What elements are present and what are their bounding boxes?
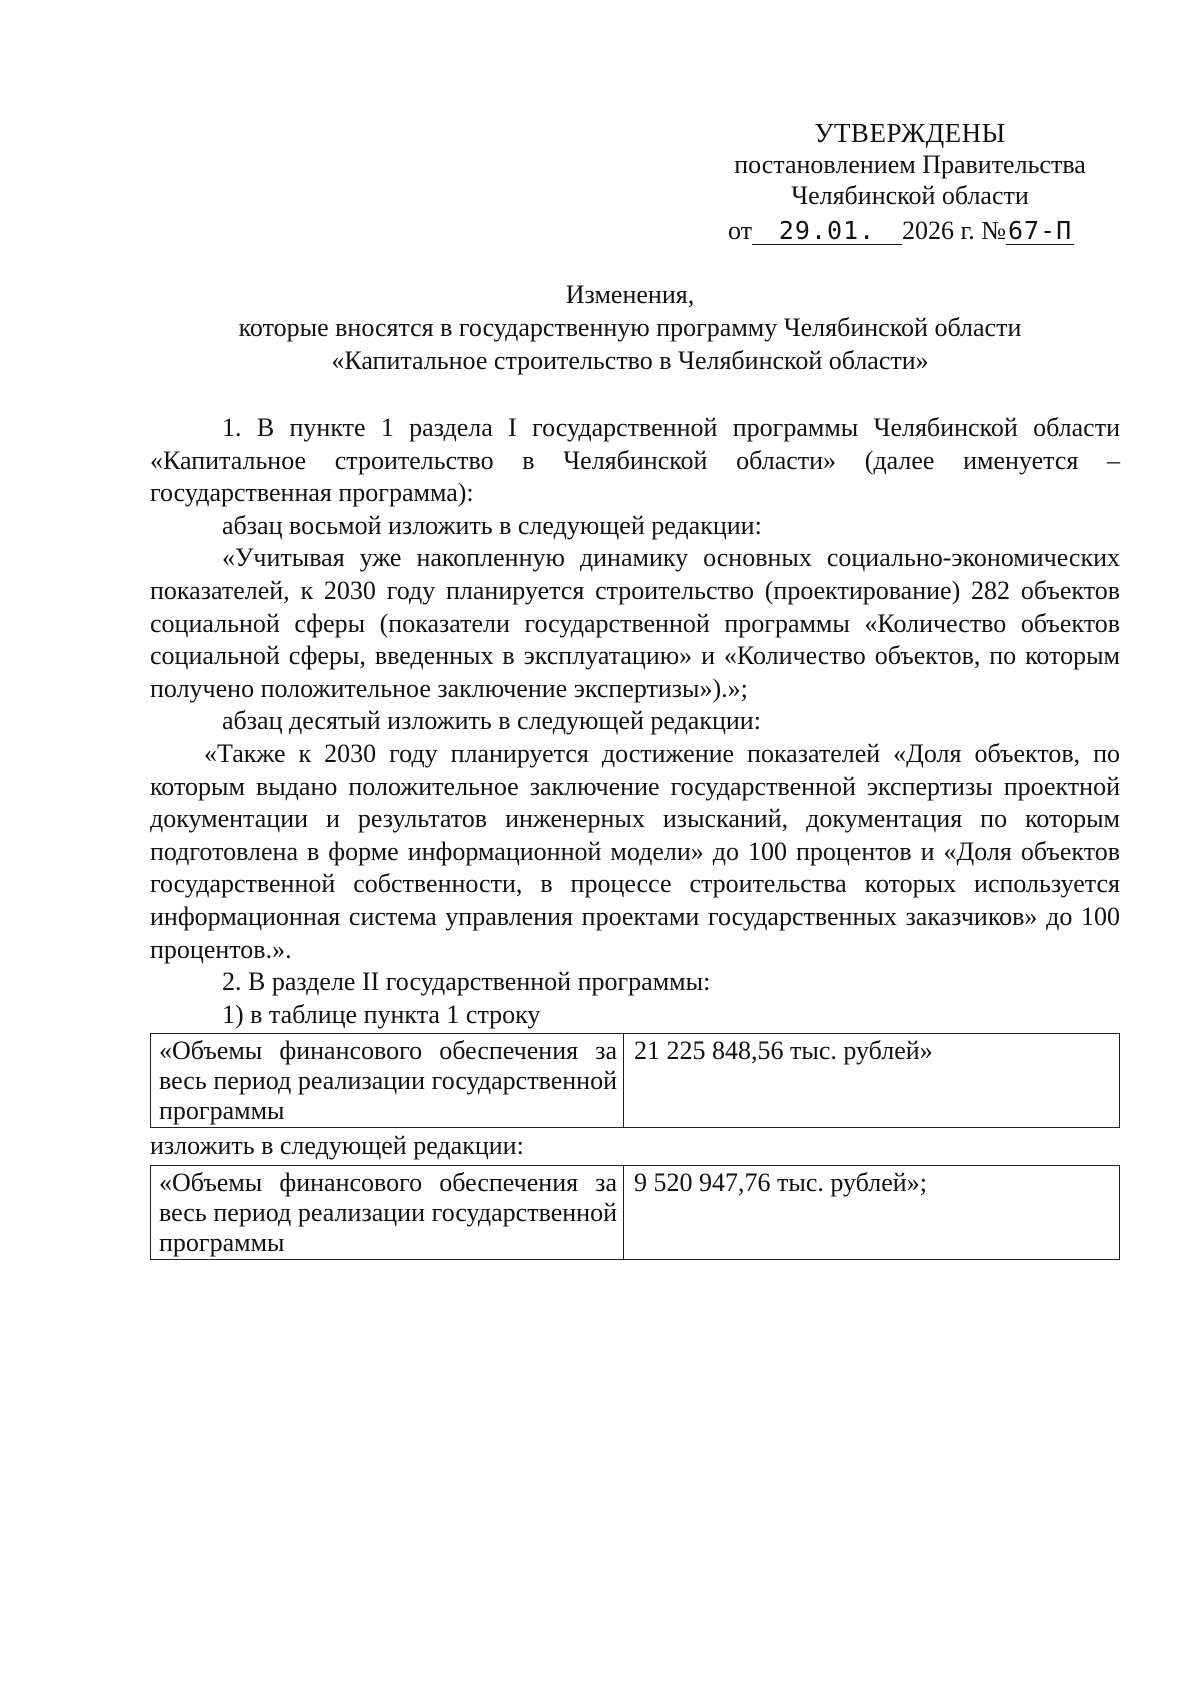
approval-line-2: Челябинской области — [791, 181, 1029, 210]
paragraph-5: «Также к 2030 году планируется достижение показателей «Доля объектов, по которым выдано положительное заключение государственной экспертизы проектной документации и результатов инженерных изысканий, документация по которым подготовлена в форме информационной модели» до 100 процентов и «Доля объектов государственной собственности, в процессе строительства которых используется информационная система управления проектами государственных заказчиков» до 100 процентов.». — [150, 738, 1120, 964]
document-body — [150, 412, 1120, 1262]
table-row — [151, 1034, 1120, 1128]
table-new-label: «Объемы финансового обеспечения за весь период реализации государственной программы — [151, 1165, 624, 1259]
table-row — [151, 1165, 1120, 1259]
approval-date-line — [728, 214, 1074, 248]
title-line-3: «Капитальное строительство в Челябинской области» — [331, 346, 929, 375]
date-year: 2026 г. № — [902, 216, 1007, 245]
date-prefix: от — [728, 216, 753, 245]
paragraph-6: 2. В разделе II государственной программы: — [222, 967, 711, 997]
title-line-1: Изменения, — [565, 280, 695, 309]
paragraph-4: абзац десятый изложить в следующей редакции: — [222, 706, 761, 736]
handwritten-number: 67-П — [1007, 216, 1073, 245]
table-old-row — [150, 1033, 1120, 1128]
paragraph-7: 1) в таблице пункта 1 строку — [222, 999, 541, 1029]
table-old-value: 21 225 848,56 тыс. рублей» — [624, 1034, 1120, 1128]
paragraph-8: изложить в следующей редакции: — [150, 1131, 524, 1161]
paragraph-2: абзац восьмой изложить в следующей редакции: — [222, 510, 762, 540]
table-new-row — [150, 1165, 1120, 1260]
paragraph-3: «Учитывая уже накопленную динамику основных социально-экономических показателей, к 2030 году планируется строительство (проектирование) 282 объектов социальной сферы (показатели государственной программы «Количество объектов социальной сферы, введенных в эксплуатацию» и «Количество объектов, по которым получено положительное заключение экспертизы»).»; — [150, 543, 1120, 703]
table-new-value: 9 520 947,76 тыс. рублей»; — [624, 1165, 1120, 1259]
table-old-label: «Объемы финансового обеспечения за весь период реализации государственной программы — [151, 1034, 624, 1128]
document-title — [140, 278, 1120, 377]
paragraph-1: 1. В пункте 1 раздела I государственной программы Челябинской области «Капитальное строительство в Челябинской области» (далее именуется – государственная программа): — [150, 413, 1120, 508]
approval-block — [715, 118, 1105, 211]
approval-line-1: постановлением Правительства — [734, 150, 1086, 179]
handwritten-date: 29.01. — [752, 218, 902, 245]
approval-heading: УТВЕРЖДЕНЫ — [814, 118, 1006, 148]
title-line-2: которые вносятся в государственную программу Челябинской области — [238, 313, 1022, 342]
